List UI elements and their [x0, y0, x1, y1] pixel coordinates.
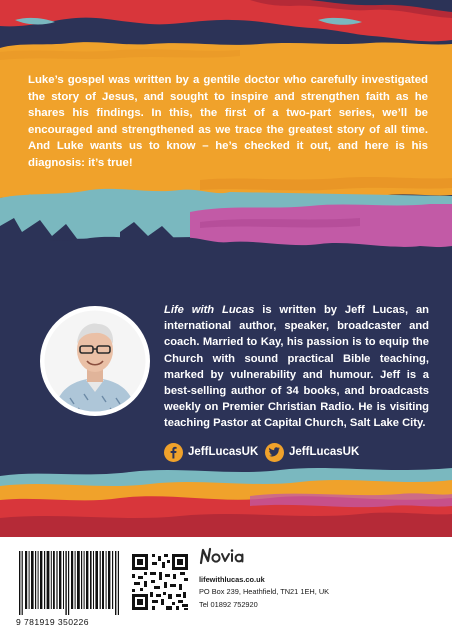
- phone-number: Tel 01892 752920: [199, 599, 258, 609]
- twitter-handle: JeffLucasUK: [289, 446, 360, 458]
- publisher-contact: [199, 574, 329, 611]
- author-portrait: [40, 306, 150, 416]
- qr-code: [132, 554, 188, 610]
- publisher-footer: [0, 537, 452, 640]
- isbn-number: 9 781919 350226: [16, 617, 89, 627]
- facebook-icon: [164, 443, 183, 462]
- social-links: [164, 441, 434, 463]
- facebook-link[interactable]: [164, 441, 258, 463]
- back-cover-blurb: Luke’s gospel was written by a gentile doctor who carefully investigated the story of Jesus, and sought to inspire and strengthen faith as he shares his findings. In this, the first of a two-part series, we’ll be encouraged and strengthened as we trace the greatest story of all time. And Luke wants us to know – he’s checked it out, and here is his diagnosis: it’s true!: [28, 74, 428, 169]
- author-bio-text: is written by Jeff Lucas, an international author, speaker, broadcaster and coach. Married to Kay, his passion is to equip the Church with sound practical Bible teaching, marked by vulnerability and humour. Jeff is a best-selling author of 34 books, and broadcasts weekly on Premier Christian Radio. He is visiting teaching Pastor at Capital Church, Salt Lake City.: [164, 304, 430, 430]
- website-link[interactable]: lifewithlucas.co.uk: [199, 575, 265, 584]
- author-bio: [164, 302, 429, 432]
- novia-logo: [199, 546, 249, 568]
- isbn-barcode: [16, 551, 124, 615]
- postal-address: PO Box 239, Heathfield, TN21 1EH, UK: [199, 587, 330, 597]
- twitter-link[interactable]: [265, 441, 359, 463]
- twitter-icon: [265, 443, 284, 462]
- facebook-handle: JeffLucasUK: [188, 446, 259, 458]
- series-title: Life with Lucas: [164, 304, 255, 316]
